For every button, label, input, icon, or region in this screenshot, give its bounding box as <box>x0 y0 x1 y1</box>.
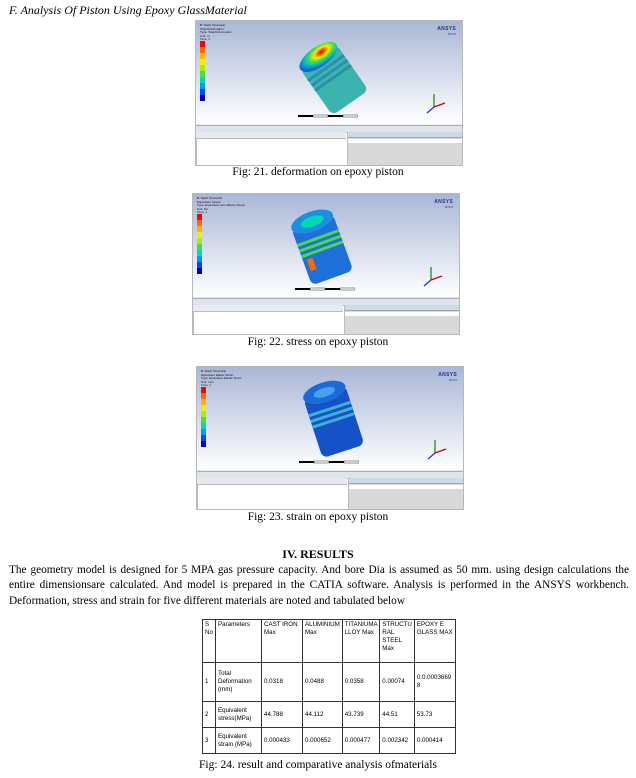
table-row <box>203 663 456 702</box>
table-header-cell: ALUMINIUM Max <box>303 620 343 663</box>
results-paragraph: The geometry model is designed for 5 MPA gas pressure capacity. And bore Dia is assumed as 50 mm. using design calculations the entire dimensionsare calculated. And model is prepared in the CATIA software. Analysis is performed in the ANSYS workbench. Deformation, stress and strain for five different materials are noted and tabulated below <box>9 564 629 607</box>
table-cell: Equivalent stress(MPa) <box>216 702 262 728</box>
viewport <box>193 194 459 297</box>
table-cell: 53.73 <box>414 702 455 728</box>
legend-swatch <box>200 95 205 101</box>
animation-toolbar[interactable] <box>193 305 343 312</box>
ansys-version: R15.0 <box>448 378 457 382</box>
table-cell: 0.000477 <box>342 728 380 754</box>
table-cell: Total Deformation (mm) <box>216 663 262 702</box>
view-tabs[interactable] <box>196 125 462 132</box>
piston-model <box>293 375 373 463</box>
table-cell: 44.51 <box>380 702 415 728</box>
table-cell: 2 <box>203 702 216 728</box>
results-table <box>202 619 456 754</box>
fig23-screenshot <box>196 366 464 510</box>
fig23-caption: Fig: 23. strain on epoxy piston <box>247 511 389 523</box>
viewport <box>196 21 462 124</box>
piston-model <box>281 204 361 289</box>
piston-model <box>291 35 371 115</box>
section-heading: F. Analysis Of Piston Using Epoxy GlassMaterial <box>9 3 247 17</box>
table-cell: 3 <box>203 728 216 754</box>
table-cell: 0.000433 <box>262 728 303 754</box>
table-header-row <box>203 620 456 663</box>
table-caption: Fig: 24. result and comparative analysis ofmaterials <box>199 759 437 771</box>
table-cell: 0.0.0003669 8 <box>414 663 455 702</box>
axis-triad-icon <box>425 437 449 461</box>
table-cell: 0.0318 <box>262 663 303 702</box>
view-tabs[interactable] <box>193 298 459 305</box>
table-row <box>203 702 456 728</box>
results-heading: IV. RESULTS <box>282 547 354 561</box>
table-header-cell: CAST IRON Max <box>262 620 303 663</box>
view-tabs[interactable] <box>197 471 463 478</box>
table-cell: 0.0358 <box>342 663 380 702</box>
ansys-logo: ANSYS <box>437 26 456 32</box>
scale-bar <box>295 287 355 292</box>
contour-legend <box>200 41 205 101</box>
table-cell: 0.000652 <box>303 728 343 754</box>
table-cell: 1 <box>203 663 216 702</box>
table-row <box>203 728 456 754</box>
contour-legend <box>197 214 202 274</box>
table-header-cell: EPOXY E GLASS MAX <box>414 620 455 663</box>
animation-toolbar[interactable] <box>196 132 346 139</box>
tabular-data-panel <box>349 478 463 510</box>
scale-bar <box>298 114 358 119</box>
ansys-version: R15.0 <box>447 32 456 36</box>
table-header-cell: S No <box>203 620 216 663</box>
fig22-caption: Fig: 22. stress on epoxy piston <box>247 336 389 348</box>
fig21-caption: Fig: 21. deformation on epoxy piston <box>232 166 404 178</box>
table-header-cell: TITANIUMA LLOY Max <box>342 620 380 663</box>
fig21-screenshot <box>195 20 463 166</box>
tabular-data-panel <box>345 305 459 335</box>
viewport <box>197 367 463 470</box>
table-cell: 0.000414 <box>414 728 455 754</box>
viewport-title: B: Static Structural Equivalent Elastic Strain Type: Equivalent Elastic Strain Unit: m/m Time: 1 <box>201 369 242 388</box>
table-cell: 44.112 <box>303 702 343 728</box>
ansys-logo: ANSYS <box>434 199 453 205</box>
ansys-version: R15.0 <box>444 205 453 209</box>
axis-triad-icon <box>424 91 448 115</box>
table-header-cell: Parameters <box>216 620 262 663</box>
table-cell: 43.739 <box>342 702 380 728</box>
scale-bar <box>299 460 359 465</box>
legend-swatch <box>197 268 202 274</box>
animation-toolbar[interactable] <box>197 478 347 485</box>
table-cell: 44.788 <box>262 702 303 728</box>
table-cell: Equivalent strain (MPa) <box>216 728 262 754</box>
table-cell: 0.0488 <box>303 663 343 702</box>
table-cell: 0.00074 <box>380 663 415 702</box>
fig22-screenshot <box>192 193 460 335</box>
axis-triad-icon <box>421 264 445 288</box>
ansys-logo: ANSYS <box>438 372 457 378</box>
legend-swatch <box>201 441 206 447</box>
table-header-cell: STRUCTU RAL STEEL Max <box>380 620 415 663</box>
contour-legend <box>201 387 206 447</box>
viewport-title: B: Static Structural Total Deformation Type: Total Deformation Unit: m Time: 1 <box>200 23 232 42</box>
viewport-title: B: Static Structural Equivalent Stress Type: Equivalent (von-Mises) Stress Unit: Pa Time: 1 <box>197 196 246 215</box>
tabular-data-panel <box>348 132 462 166</box>
table-cell: 0.002342 <box>380 728 415 754</box>
